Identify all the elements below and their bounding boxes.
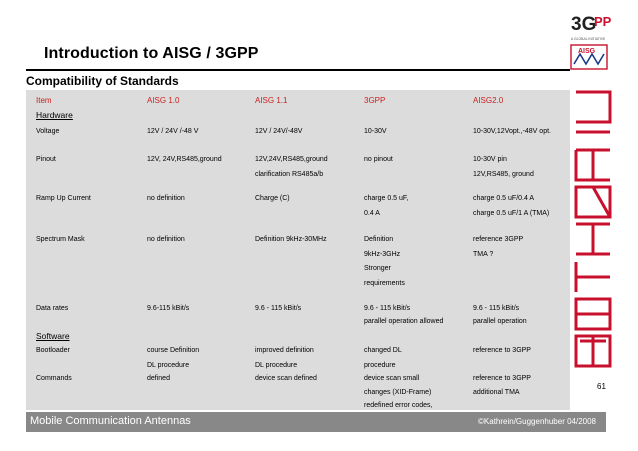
row-label-voltage: Voltage [36,128,60,135]
table-cell: changed DL [364,347,402,354]
table-cell: defined [147,375,170,382]
3gpp-tagline: A GLOBAL INITIATIVE [571,37,606,41]
table-cell: 12V / 24V/-48V [255,128,303,135]
table-cell: 9.6 - 115 kBit/s [255,305,302,312]
table-cell: additional TMA [473,389,520,396]
table-cell: no pinout [364,156,393,163]
table-cell: reference to 3GPP [473,347,531,354]
aisg-logo-text: AISG [578,48,596,55]
compatibility-table [26,90,570,410]
table-cell: Definition 9kHz-30MHz [255,236,327,243]
footer-copyright: ©Kathrein/Guggenhuber 04/2008 [478,417,596,426]
footer-title: Mobile Communication Antennas [30,415,191,427]
table-cell: redefined error codes, [364,402,433,409]
table-cell: Stronger [364,265,391,272]
table-cell: reference to 3GPP [473,375,531,382]
row-label-data-rates: Data rates [36,305,69,312]
table-cell: 12V, 24V,RS485,ground [147,156,222,163]
table-cell: 9.6 - 115 kBit/s [473,305,520,312]
table-cell: charge 0.5 uF/0.4 A [473,195,535,202]
table-cell: 12V,24V,RS485,ground [255,156,328,163]
table-cell: charge 0.5 uF/1 A (TMA) [473,210,550,217]
svg-text:PP: PP [594,14,612,29]
header-3gpp: 3GPP [364,96,386,105]
row-label-bootloader: Bootloader [36,347,70,354]
table-cell: parallel operation [473,318,527,325]
table-cell: improved definition [255,347,314,354]
row-label-commands: Commands [36,375,72,382]
table-cell: no definition [147,236,185,243]
table-cell: 12V,RS485, ground [473,171,534,178]
table-cell: DL procedure [147,362,190,369]
table-cell: Charge (C) [255,195,290,202]
table-cell: course Definition [147,347,200,354]
header-aisg-1-1: AISG 1.1 [255,96,288,105]
table-cell: 10-30V [364,128,387,135]
table-cell: changes (XID-Frame) [364,389,432,396]
table-cell: charge 0.5 uF, [364,195,409,202]
table-cell: Definition [364,236,394,243]
table-cell: reference 3GPP [473,236,524,243]
kathrein-logo-text: KATHREIN [570,84,575,85]
table-cell: 10-30V pin [473,156,507,163]
table-cell: device scan small [364,375,420,382]
section-hardware: Hardware [36,110,73,120]
table-cell: requirements [364,280,405,287]
table-cell: device scan defined [255,375,317,382]
table-cell: parallel operation allowed [364,318,444,325]
section-software: Software [36,331,70,341]
table-cell: clarification RS485a/b [255,171,324,178]
svg-text:3G: 3G [571,14,597,35]
table-cell: 9.6 - 115 kBit/s [364,305,411,312]
3gpp-logo [566,6,612,46]
table-cell: 10-30V,12Vopt.,-48V opt. [473,128,551,135]
row-label-pinout: Pinout [36,156,56,163]
header-item: Item [36,96,52,105]
title-divider [26,69,570,71]
slide-subtitle: Compatibility of Standards [26,74,179,88]
table-cell: procedure [364,362,396,369]
table-cell: no definition [147,195,185,202]
page-number: 61 [597,382,606,391]
footer-bar [26,412,606,432]
table-cell: DL procedure [255,362,298,369]
table-cell: 12V / 24V /-48 V [147,128,199,135]
table-cell: TMA ? [473,251,494,258]
header-aisg-2-0: AISG2.0 [473,96,504,105]
table-cell: 9.6-115 kBit/s [147,305,190,312]
slide-title: Introduction to AISG / 3GPP [44,45,259,62]
aisg-logo [570,44,608,70]
row-label-ramp-up-current: Ramp Up Current [36,195,91,202]
table-cell: 0.4 A [364,210,380,217]
table-cell: 9kHz-3GHz [364,251,401,258]
kathrein-logo [570,84,616,374]
row-label-spectrum-mask: Spectrum Mask [36,236,85,243]
header-aisg-1-0: AISG 1.0 [147,96,180,105]
